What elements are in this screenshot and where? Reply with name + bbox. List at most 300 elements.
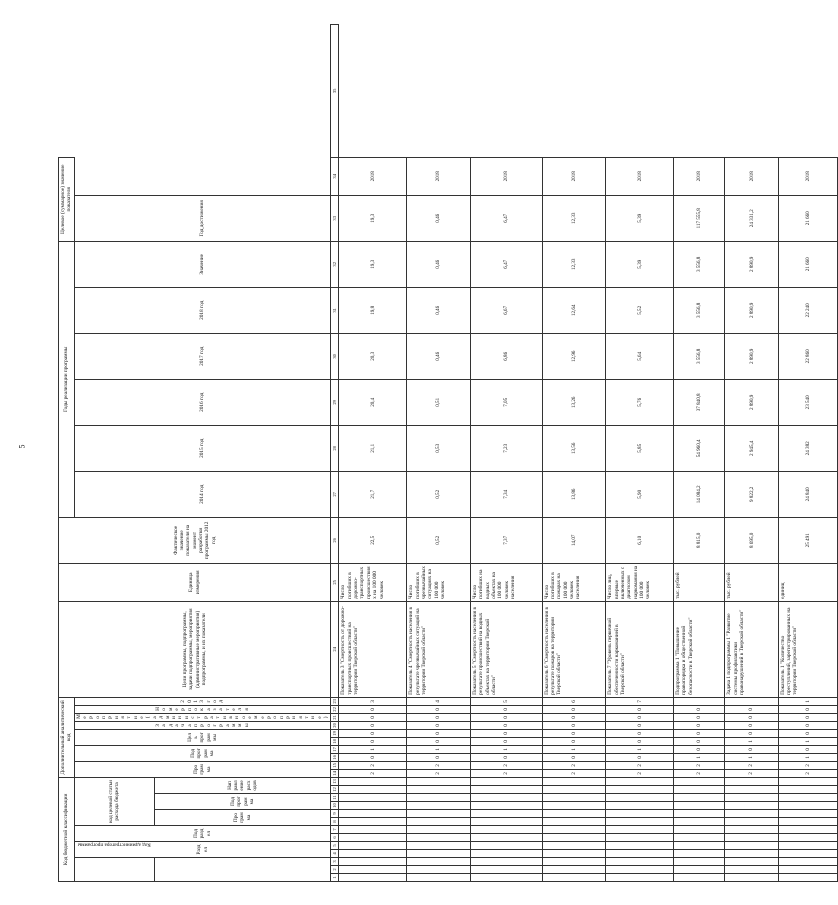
hdr-name-col: Цели программы, подпрограммы, задачи подпрограммы, мероприятия (административные мероприятия) подпрограммы, и их показатели <box>59 601 331 697</box>
code-cell <box>674 842 725 850</box>
code-cell <box>725 794 778 802</box>
hdr-task: Задача программы <box>74 721 331 729</box>
code-cell <box>674 858 725 866</box>
code-cell: 0 <box>470 721 542 729</box>
code-cell: 2 <box>674 769 725 777</box>
code-cell <box>339 850 407 858</box>
row-final-year: 2018 <box>542 157 606 195</box>
column-index-cell: 6 <box>331 834 339 842</box>
code-cell <box>725 810 778 818</box>
row-value: 13,56 <box>542 425 606 471</box>
code-cell <box>470 786 542 794</box>
code-cell <box>339 777 407 785</box>
row-value: 5,85 <box>606 425 674 471</box>
code-cell <box>778 850 838 858</box>
code-cell: 4 <box>407 697 471 705</box>
code-cell <box>470 842 542 850</box>
code-cell <box>674 777 725 785</box>
row-name: Задача 1 подпрограммы 1 "Развитие системы профилактики правонарушений в Тверской области" <box>725 601 778 697</box>
code-cell: 2 <box>470 761 542 769</box>
code-cell <box>407 874 471 882</box>
code-cell <box>470 866 542 874</box>
code-cell: 0 <box>470 713 542 721</box>
code-cell <box>407 834 471 842</box>
code-cell <box>470 874 542 882</box>
code-cell <box>725 826 778 834</box>
code-cell <box>339 858 407 866</box>
column-index-cell: 3 <box>331 858 339 866</box>
code-cell: 0 <box>339 713 407 721</box>
code-cell <box>606 850 674 858</box>
code-cell <box>542 874 606 882</box>
row-value: 21 660 <box>778 241 838 287</box>
hdr-goal: Цель программы <box>74 729 331 745</box>
code-cell <box>407 842 471 850</box>
code-cell <box>542 842 606 850</box>
code-cell: 0 <box>725 713 778 721</box>
code-cell <box>778 794 838 802</box>
column-index-cell: 18 <box>332 739 338 744</box>
code-cell <box>674 850 725 858</box>
column-index-cell: 33 <box>331 195 339 241</box>
code-cell <box>542 810 606 818</box>
code-cell: 0 <box>778 713 838 721</box>
row-final-year: 2018 <box>606 157 674 195</box>
code-cell: 1 <box>674 753 725 761</box>
code-cell: 0 <box>542 705 606 713</box>
hdr-final-group: Целевое (суммарное) значение показателя <box>59 157 75 241</box>
code-cell <box>407 777 471 785</box>
code-cell <box>339 874 407 882</box>
code-cell <box>778 777 838 785</box>
code-cell <box>778 802 838 810</box>
column-index-cell: 2 <box>331 866 339 874</box>
code-cell <box>339 826 407 834</box>
column-index-cell: 7 <box>331 826 339 834</box>
row-final-year: 2018 <box>407 157 471 195</box>
code-cell <box>674 802 725 810</box>
row-final-year: 2018 <box>778 157 838 195</box>
code-cell <box>778 810 838 818</box>
code-cell <box>606 874 674 882</box>
row-value: 24 840 <box>778 471 838 517</box>
code-cell <box>542 777 606 785</box>
row-value: 20,4 <box>339 379 407 425</box>
code-cell <box>674 874 725 882</box>
row-name: Показатель 4 "Смертность населения в результате чрезвычайных ситуаций на территории Тверской области" <box>407 601 471 697</box>
code-cell <box>778 858 838 866</box>
code-cell: 0 <box>674 713 725 721</box>
row-value: 2 945,4 <box>725 425 778 471</box>
code-cell <box>407 802 471 810</box>
code-cell <box>606 826 674 834</box>
code-cell <box>606 810 674 818</box>
code-cell: 1 <box>778 737 838 745</box>
code-cell: 0 <box>778 721 838 729</box>
code-cell <box>725 777 778 785</box>
row-value: 8 815,0 <box>674 517 725 563</box>
code-cell: 0 <box>725 745 778 753</box>
hdr-event-num: Номер показателя <box>74 705 331 713</box>
row-final-year: 2018 <box>725 157 778 195</box>
table-row <box>542 25 606 882</box>
row-final-value: 21 660 <box>778 195 838 241</box>
row-value: 6,86 <box>470 333 542 379</box>
code-cell: 2 <box>407 761 471 769</box>
column-index-cell: 5 <box>331 842 339 850</box>
row-value: 5,90 <box>606 471 674 517</box>
row-name: Показатель 6 "Смертность населения в результате пожаров на территории Тверской области" <box>542 601 606 697</box>
code-cell: 1 <box>778 697 838 705</box>
row-value: 6,47 <box>470 241 542 287</box>
row-value: 25 491 <box>778 517 838 563</box>
column-index-cell: 4 <box>331 850 339 858</box>
column-index-row <box>331 25 339 882</box>
column-index-cell: 11 <box>332 795 338 800</box>
code-cell <box>674 826 725 834</box>
row-final-value: 24 331,2 <box>725 195 778 241</box>
code-cell <box>470 794 542 802</box>
row-value: 21,7 <box>339 471 407 517</box>
column-index-cell: 34 <box>331 157 339 195</box>
code-cell <box>606 786 674 794</box>
hdr-unit: Единица измерения <box>59 563 331 601</box>
code-cell: 2 <box>606 761 674 769</box>
code-cell: 3 <box>339 697 407 705</box>
column-index-cell: 15 <box>332 763 338 768</box>
row-value: 0,52 <box>407 471 471 517</box>
code-cell <box>407 818 471 826</box>
code-cell <box>339 866 407 874</box>
code-cell: 2 <box>725 761 778 769</box>
column-index-cell: 35 <box>331 25 339 158</box>
code-cell <box>778 818 838 826</box>
code-cell <box>606 842 674 850</box>
row-value: 12,33 <box>542 241 606 287</box>
code-cell: 6 <box>542 697 606 705</box>
code-cell <box>674 786 725 794</box>
code-cell: 0 <box>542 753 606 761</box>
code-cell: 2 <box>606 769 674 777</box>
row-value: 7,23 <box>470 425 542 471</box>
code-cell: 0 <box>407 713 471 721</box>
code-cell <box>407 794 471 802</box>
column-index-cell: 29 <box>331 379 339 425</box>
table-row <box>778 25 838 882</box>
code-cell <box>778 842 838 850</box>
code-cell: 0 <box>674 705 725 713</box>
column-index-cell: 32 <box>331 241 339 287</box>
table-row <box>606 25 674 882</box>
row-value: 0,46 <box>407 241 471 287</box>
code-cell: 0 <box>606 705 674 713</box>
code-cell <box>725 786 778 794</box>
code-cell <box>542 802 606 810</box>
code-cell <box>470 858 542 866</box>
row-value: 6,67 <box>470 287 542 333</box>
code-cell: 0 <box>339 721 407 729</box>
code-cell: 0 <box>407 729 471 737</box>
row-value: 0,46 <box>407 333 471 379</box>
code-cell <box>725 818 778 826</box>
row-name: Показатель 3 "Смертность от дорожно-транспортных происшествий на территории Тверской области" <box>339 601 407 697</box>
code-cell <box>674 794 725 802</box>
code-cell: 1 <box>725 753 778 761</box>
code-cell <box>470 826 542 834</box>
table-row <box>339 25 407 882</box>
row-value: 0,53 <box>407 425 471 471</box>
row-value: 22 860 <box>778 333 838 379</box>
code-cell: 0 <box>725 721 778 729</box>
column-index-cell: 12 <box>332 787 338 792</box>
code-cell <box>470 834 542 842</box>
code-cell: 0 <box>606 737 674 745</box>
code-cell <box>407 866 471 874</box>
code-cell <box>542 834 606 842</box>
row-unit: тыс. рублей <box>725 563 778 601</box>
row-name: Показатель 1 "Количество преступлений, зарегистрированных на территории Тверской области" <box>778 601 838 697</box>
column-index-cell: 25 <box>331 563 339 601</box>
code-cell: 0 <box>470 705 542 713</box>
code-cell <box>339 810 407 818</box>
row-value: 2 890,9 <box>725 287 778 333</box>
row-name: Показатель 5 "Смертность населения в результате происшествий на водных объектах на территории Тверской области" <box>470 601 542 697</box>
row-unit: единиц <box>778 563 838 601</box>
row-unit: Число погибших на водных объектах на 100 000 человек населения <box>470 563 542 601</box>
row-value: 23 540 <box>778 379 838 425</box>
hdr-extra-classifier: Дополнительный аналитический код <box>59 697 75 777</box>
row-value: 21,1 <box>339 425 407 471</box>
table-row <box>470 25 542 882</box>
code-cell <box>470 850 542 858</box>
row-value: 5,76 <box>606 379 674 425</box>
column-index-cell: 23 <box>332 699 338 704</box>
column-index-cell: 10 <box>332 803 338 808</box>
row-value: 3 556,8 <box>674 241 725 287</box>
row-value: 6,10 <box>606 517 674 563</box>
column-index-cell: 13 <box>332 779 338 784</box>
table-row <box>407 25 471 882</box>
code-cell <box>542 866 606 874</box>
column-index-cell: 1 <box>331 874 339 882</box>
code-cell: 0 <box>339 705 407 713</box>
row-name: Подпрограмма 1 "Повышение правопорядка и общественной безопасности в Тверской области" <box>674 601 725 697</box>
code-cell <box>542 794 606 802</box>
column-index-cell: 9 <box>331 810 339 818</box>
code-cell: 0 <box>606 753 674 761</box>
row-final-value: 12,33 <box>542 195 606 241</box>
code-cell <box>606 834 674 842</box>
code-cell <box>542 850 606 858</box>
row-value: 3 556,8 <box>674 287 725 333</box>
code-cell <box>606 866 674 874</box>
code-cell <box>725 866 778 874</box>
hdr-year-2017: 2017 год <box>74 333 331 379</box>
hdr-section: Раздел <box>74 842 331 858</box>
column-index-cell: 21 <box>332 715 338 720</box>
code-cell <box>674 834 725 842</box>
hdr-subprog: Подпрограмма <box>74 745 331 761</box>
column-index-cell: 26 <box>331 517 339 563</box>
row-final-value: 6,47 <box>470 195 542 241</box>
hdr-event: Мероприятие (административное мероприятие) <box>74 713 331 721</box>
code-cell: 1 <box>470 745 542 753</box>
row-value: 2 890,9 <box>725 379 778 425</box>
code-cell: 1 <box>339 745 407 753</box>
code-cell: 0 <box>407 753 471 761</box>
code-cell: 0 <box>339 729 407 737</box>
row-name: Показатель 7 "Уровень первичной обеспеченности наркоманией в Тверской области" <box>606 601 674 697</box>
hdr-admin-blank <box>154 858 331 882</box>
code-cell: 0 <box>542 737 606 745</box>
row-final-year: 2018 <box>339 157 407 195</box>
row-unit: Число погибших в дорожно-транспортных происшествиях на 100 000 человек <box>339 563 407 601</box>
code-cell: 0 <box>542 721 606 729</box>
hdr-value: Значение <box>74 241 331 287</box>
code-cell: 0 <box>407 705 471 713</box>
code-cell: 0 <box>542 729 606 737</box>
column-index-cell: 17 <box>332 747 338 752</box>
row-final-value: 0,46 <box>407 195 471 241</box>
code-cell <box>407 810 471 818</box>
code-cell: 1 <box>725 737 778 745</box>
column-index-cell: 28 <box>331 425 339 471</box>
column-index-cell: 8 <box>331 818 339 826</box>
code-cell: 0 <box>778 745 838 753</box>
code-cell <box>725 874 778 882</box>
row-unit: Число лиц, впервые включенных с диагнозом наркомания на 100 000 человек <box>606 563 674 601</box>
code-cell <box>339 834 407 842</box>
column-index-cell: 20 <box>332 723 338 728</box>
code-cell: 2 <box>470 769 542 777</box>
row-value: 7,37 <box>470 517 542 563</box>
code-cell: 0 <box>470 753 542 761</box>
code-cell <box>542 826 606 834</box>
code-cell <box>339 794 407 802</box>
column-index-cell: 19 <box>332 731 338 736</box>
row-value: 12,64 <box>542 287 606 333</box>
column-index-cell: 22 <box>332 707 338 712</box>
hdr-year-achieved: Год достижения <box>74 195 331 241</box>
code-cell: 0 <box>725 705 778 713</box>
hdr-target-item: код целевой статьи расхода бюджета <box>74 777 154 825</box>
hdr-admin-code <box>74 841 154 882</box>
hdr-years-group: Годы реализации программы <box>59 241 75 517</box>
code-cell <box>470 777 542 785</box>
row-value: 2 890,9 <box>725 333 778 379</box>
code-cell: 0 <box>674 729 725 737</box>
code-cell <box>674 866 725 874</box>
code-cell: 0 <box>778 729 838 737</box>
code-cell <box>470 810 542 818</box>
column-index-cell: 30 <box>331 333 339 379</box>
code-cell: 1 <box>407 745 471 753</box>
code-cell <box>606 794 674 802</box>
code-cell <box>407 786 471 794</box>
code-cell: 2 <box>778 761 838 769</box>
code-cell: 2 <box>542 769 606 777</box>
code-cell <box>470 818 542 826</box>
row-value: 5,52 <box>606 287 674 333</box>
code-cell <box>407 858 471 866</box>
code-cell <box>674 810 725 818</box>
code-cell <box>606 858 674 866</box>
code-cell: 0 <box>339 753 407 761</box>
row-value: 14 084,2 <box>674 471 725 517</box>
row-value: 5,64 <box>606 333 674 379</box>
row-value: 12,96 <box>542 333 606 379</box>
code-cell <box>606 802 674 810</box>
row-value: 7,05 <box>470 379 542 425</box>
hdr-admin-code-text: Код администратора программы <box>77 841 151 848</box>
document-table-rotated <box>58 24 812 882</box>
program-indicators-table <box>58 24 838 882</box>
code-cell <box>725 697 778 705</box>
code-cell <box>725 850 778 858</box>
code-cell <box>407 850 471 858</box>
row-final-value: 117 555,8 <box>674 195 725 241</box>
row-value: 19,8 <box>339 287 407 333</box>
code-cell <box>725 834 778 842</box>
column-index-cell: 14 <box>332 771 338 776</box>
hdr-program: Программа <box>154 810 331 826</box>
code-cell: 0 <box>778 705 838 713</box>
row-value: 20,3 <box>339 333 407 379</box>
code-cell <box>339 842 407 850</box>
code-cell <box>470 802 542 810</box>
code-cell: 0 <box>407 737 471 745</box>
code-cell: 2 <box>542 761 606 769</box>
code-cell: 0 <box>725 729 778 737</box>
row-final-value: 5,39 <box>606 195 674 241</box>
row-value: 0,52 <box>407 517 471 563</box>
column-index-cell: 31 <box>331 287 339 333</box>
page-number: 5 <box>17 444 27 449</box>
row-final-value: 19,3 <box>339 195 407 241</box>
code-cell <box>778 866 838 874</box>
row-value: 0,46 <box>407 287 471 333</box>
code-cell: 0 <box>606 729 674 737</box>
code-cell: 0 <box>674 721 725 729</box>
row-value: 24 382 <box>778 425 838 471</box>
table-row <box>674 25 725 882</box>
hdr-year-2018: 2018 год <box>74 287 331 333</box>
code-cell: 0 <box>606 721 674 729</box>
hdr-actual-2012: Фактическое значение показателя на момент разработки программы 2012 год <box>59 517 331 563</box>
code-cell <box>542 858 606 866</box>
row-value: 22,5 <box>339 517 407 563</box>
code-cell: 2 <box>725 769 778 777</box>
hdr-year-2015: 2015 год <box>74 425 331 471</box>
code-cell: 0 <box>674 737 725 745</box>
code-cell <box>542 786 606 794</box>
code-cell: 0 <box>470 737 542 745</box>
code-cell: 7 <box>606 697 674 705</box>
hdr-subprogram: Подпрограмма <box>154 794 331 810</box>
code-cell: 2 <box>674 761 725 769</box>
row-value: 2 890,9 <box>725 241 778 287</box>
code-cell <box>778 874 838 882</box>
column-index-cell: 27 <box>331 471 339 517</box>
row-value: 14,07 <box>542 517 606 563</box>
code-cell <box>674 818 725 826</box>
code-cell <box>542 818 606 826</box>
row-value: 19,3 <box>339 241 407 287</box>
code-cell: 1 <box>606 745 674 753</box>
code-cell <box>339 802 407 810</box>
code-cell <box>778 834 838 842</box>
code-cell <box>606 818 674 826</box>
